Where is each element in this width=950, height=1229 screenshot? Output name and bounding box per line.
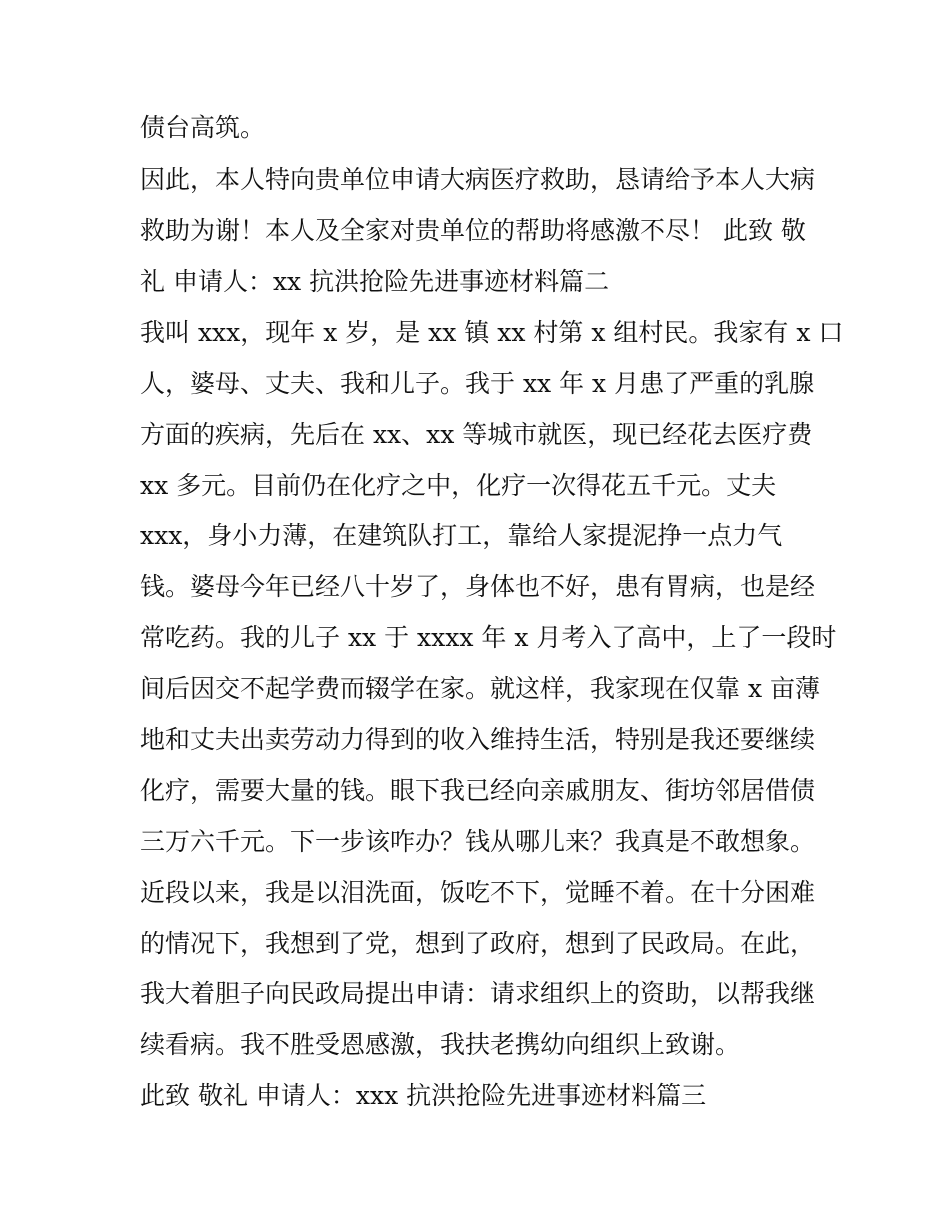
text-line: 三万六千元。下一步该咋办？钱从哪儿来？我真是不敢想象。: [140, 827, 816, 856]
text-line: 地和丈夫出卖劳动力得到的收入维持生活，特别是我还要继续: [140, 725, 816, 754]
text-line: 债台高筑。: [140, 113, 266, 142]
text-line: 因此，本人特向贵单位申请大病医疗救助，恳请给予本人大病: [140, 165, 816, 194]
text-line: xx 多元。目前仍在化疗之中，化疗一次得花五千元。丈夫: [140, 471, 777, 500]
text-line: 方面的疾病，先后在 xx、xx 等城市就医，现已经花去医疗费: [140, 420, 813, 449]
text-line: 礼 申请人：xx 抗洪抢险先进事迹材料篇二: [140, 267, 610, 296]
text-line: 此致 敬礼 申请人：xxx 抗洪抢险先进事迹材料篇三: [140, 1081, 707, 1110]
text-line: 钱。婆母今年已经八十岁了，身体也不好，患有胃病，也是经: [140, 572, 816, 601]
text-line: 常吃药。我的儿子 xx 于 xxxx 年 x 月考入了高中，上了一段时: [140, 623, 837, 652]
text-line: 我大着胆子向民政局提出申请：请求组织上的资助，以帮我继: [140, 979, 816, 1008]
text-line: 近段以来，我是以泪洗面，饭吃不下，觉睡不着。在十分困难: [140, 878, 816, 907]
text-line: xxx，身小力薄，在建筑队打工，靠给人家提泥挣一点力气: [140, 521, 783, 550]
text-line: 化疗，需要大量的钱。眼下我已经向亲戚朋友、街坊邻居借债: [140, 776, 816, 805]
text-line: 间后因交不起学费而辍学在家。就这样，我家现在仅靠 x 亩薄: [140, 674, 820, 703]
text-line: 人，婆母、丈夫、我和儿子。我于 xx 年 x 月患了严重的乳腺: [140, 369, 815, 398]
text-line: 我叫 xxx，现年 x 岁，是 xx 镇 xx 村第 x 组村民。我家有 x 口: [140, 318, 844, 347]
text-line: 救助为谢！本人及全家对贵单位的帮助将感激不尽！ 此致 敬: [140, 216, 806, 245]
text-line: 的情况下，我想到了党，想到了政府，想到了民政局。在此，: [140, 929, 816, 958]
text-line: 续看病。我不胜受恩感激，我扶老携幼向组织上致谢。: [140, 1030, 741, 1059]
